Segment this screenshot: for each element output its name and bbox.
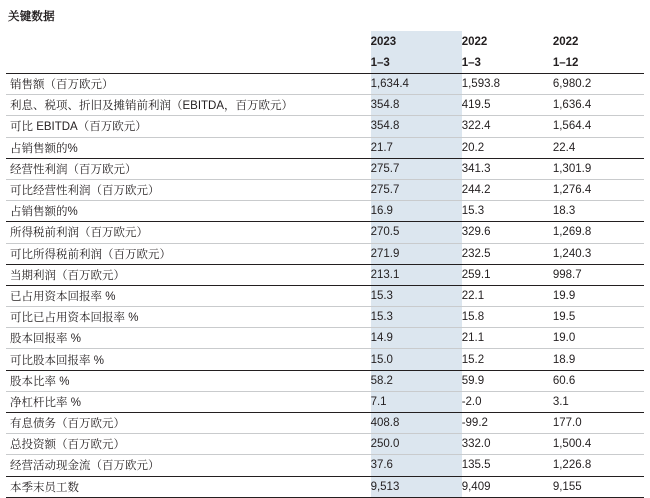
row-value: 37.6 (371, 455, 462, 476)
row-label: 可比股本回报率 % (6, 349, 371, 370)
row-label: 销售额（百万欧元） (6, 74, 371, 95)
row-value: 21.7 (371, 137, 462, 158)
table-row (6, 222, 644, 243)
table-row (6, 455, 644, 476)
table-row (6, 307, 644, 328)
row-label: 利息、税项、折旧及摊销前利润（EBITDA，百万欧元） (6, 95, 371, 116)
row-value: 15.3 (371, 285, 462, 306)
row-value: 354.8 (371, 95, 462, 116)
row-value: 15.2 (462, 349, 553, 370)
row-value: 332.0 (462, 434, 553, 455)
row-label: 可比 EBITDA（百万欧元） (6, 116, 371, 137)
row-value: 1,269.8 (553, 222, 644, 243)
row-label: 本季末员工数 (6, 476, 371, 497)
row-value: 354.8 (371, 116, 462, 137)
table-body (6, 31, 644, 497)
row-value: 9,513 (371, 476, 462, 497)
row-label: 有息债务（百万欧元） (6, 413, 371, 434)
row-value: 270.5 (371, 222, 462, 243)
table-row (6, 201, 644, 222)
row-value: 15.8 (462, 307, 553, 328)
row-label: 总投资额（百万欧元） (6, 434, 371, 455)
row-value: 22.4 (553, 137, 644, 158)
header-period-3: 1–12 (553, 53, 644, 74)
row-value: 341.3 (462, 158, 553, 179)
table-header-periods (6, 53, 644, 74)
table-row (6, 285, 644, 306)
row-value: 998.7 (553, 264, 644, 285)
table-row (6, 158, 644, 179)
row-label: 股本回报率 % (6, 328, 371, 349)
table-header-years (6, 31, 644, 53)
header-period-2: 1–3 (462, 53, 553, 74)
header-year-1: 2023 (371, 31, 462, 53)
row-value: 1,636.4 (553, 95, 644, 116)
row-value: 1,564.4 (553, 116, 644, 137)
row-value: 213.1 (371, 264, 462, 285)
key-figures-table (6, 31, 644, 498)
table-row (6, 116, 644, 137)
row-value: 1,276.4 (553, 179, 644, 200)
row-value: 19.5 (553, 307, 644, 328)
row-value: 1,593.8 (462, 74, 553, 95)
row-value: 232.5 (462, 243, 553, 264)
row-value: -99.2 (462, 413, 553, 434)
row-value: 275.7 (371, 158, 462, 179)
row-value: 21.1 (462, 328, 553, 349)
row-value: 275.7 (371, 179, 462, 200)
row-value: 14.9 (371, 328, 462, 349)
table-row (6, 179, 644, 200)
row-value: 15.3 (371, 307, 462, 328)
row-value: 9,155 (553, 476, 644, 497)
row-value: 3.1 (553, 391, 644, 412)
table-row (6, 391, 644, 412)
row-value: 322.4 (462, 116, 553, 137)
row-value: 7.1 (371, 391, 462, 412)
row-label: 占销售额的% (6, 201, 371, 222)
row-value: 271.9 (371, 243, 462, 264)
row-value: 1,500.4 (553, 434, 644, 455)
row-value: 1,634.4 (371, 74, 462, 95)
row-value: 408.8 (371, 413, 462, 434)
row-value: 60.6 (553, 370, 644, 391)
row-value: 59.9 (462, 370, 553, 391)
table-row (6, 434, 644, 455)
table-row (6, 137, 644, 158)
row-value: 244.2 (462, 179, 553, 200)
row-label: 占销售额的% (6, 137, 371, 158)
header-period-corner (6, 53, 371, 74)
table-row (6, 349, 644, 370)
row-value: 419.5 (462, 95, 553, 116)
header-corner-cell (6, 31, 371, 53)
table-row (6, 328, 644, 349)
row-value: 1,301.9 (553, 158, 644, 179)
row-value: -2.0 (462, 391, 553, 412)
row-value: 1,240.3 (553, 243, 644, 264)
row-value: 15.3 (462, 201, 553, 222)
row-value: 22.1 (462, 285, 553, 306)
row-value: 1,226.8 (553, 455, 644, 476)
row-value: 15.0 (371, 349, 462, 370)
table-row (6, 476, 644, 497)
row-value: 177.0 (553, 413, 644, 434)
page-title: 关键数据 (8, 11, 55, 23)
row-value: 135.5 (462, 455, 553, 476)
row-label: 可比经营性利润（百万欧元） (6, 179, 371, 200)
row-value: 20.2 (462, 137, 553, 158)
row-value: 329.6 (462, 222, 553, 243)
row-value: 259.1 (462, 264, 553, 285)
row-label: 净杠杆比率 % (6, 391, 371, 412)
row-label: 经营性利润（百万欧元） (6, 158, 371, 179)
row-value: 19.9 (553, 285, 644, 306)
row-value: 58.2 (371, 370, 462, 391)
row-value: 18.9 (553, 349, 644, 370)
row-label: 股本比率 % (6, 370, 371, 391)
row-value: 18.3 (553, 201, 644, 222)
header-year-3: 2022 (552, 36, 579, 48)
table-row (6, 74, 644, 95)
header-period-1: 1–3 (371, 53, 462, 74)
table-row (6, 370, 644, 391)
row-label: 所得税前利润（百万欧元） (6, 222, 371, 243)
row-value: 6,980.2 (553, 74, 644, 95)
row-value: 9,409 (462, 476, 553, 497)
header-year-2: 2022 (461, 36, 488, 48)
row-label: 可比已占用资本回报率 % (6, 307, 371, 328)
table-row (6, 95, 644, 116)
table-row (6, 264, 644, 285)
row-label: 已占用资本回报率 % (6, 285, 371, 306)
row-value: 16.9 (371, 201, 462, 222)
row-value: 250.0 (371, 434, 462, 455)
row-label: 可比所得税前利润（百万欧元） (6, 243, 371, 264)
table-row (6, 243, 644, 264)
row-value: 19.0 (553, 328, 644, 349)
table-row (6, 413, 644, 434)
row-label: 当期利润（百万欧元） (6, 264, 371, 285)
row-label: 经营活动现金流（百万欧元） (6, 455, 371, 476)
